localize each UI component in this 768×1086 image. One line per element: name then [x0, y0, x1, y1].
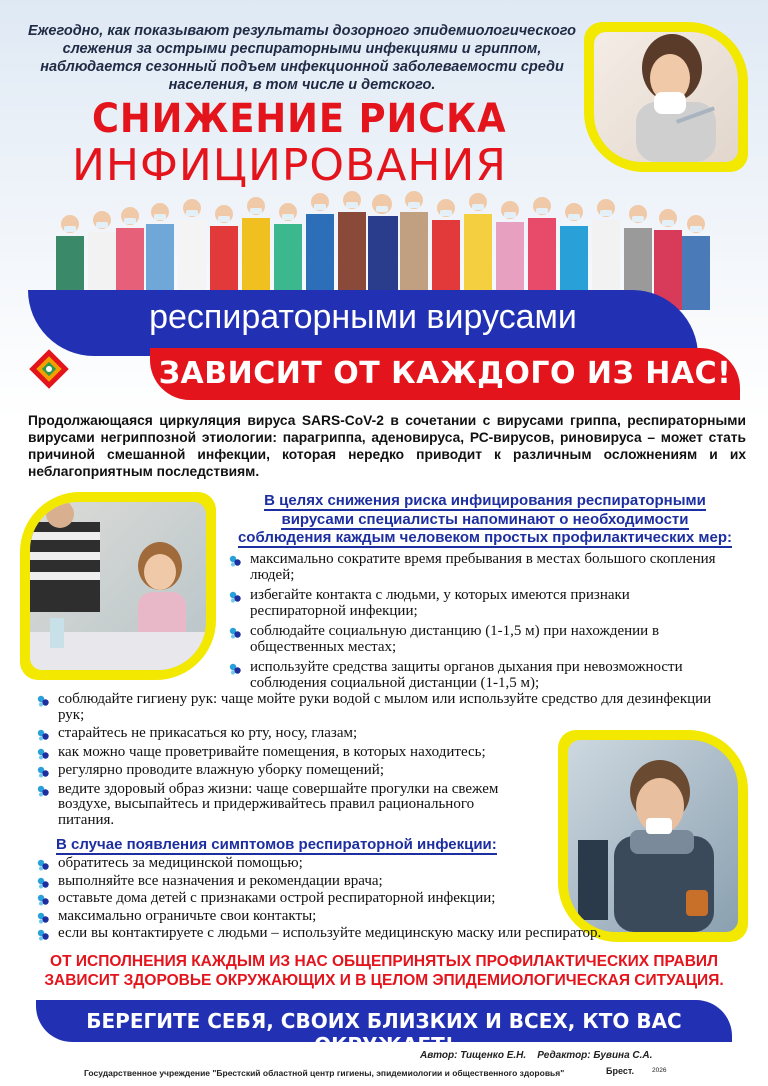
measures-top-list — [226, 552, 726, 691]
virus-bullet-icon — [228, 662, 242, 676]
list-item: избегайте контакта с людьми, у которых имеются признаки респираторной инфекции; — [226, 588, 726, 619]
banner-viruses-text: респираторными вирусами — [149, 298, 577, 336]
warning-text: ОТ ИСПОЛНЕНИЯ КАЖДЫМ ИЗ НАС ОБЩЕПРИНЯТЫХ ПРОФИЛАКТИЧЕСКИХ ПРАВИЛ ЗАВИСИТ ЗДОРОВЬЕ ОКРУЖАЮЩИХ И В ЦЕЛОМ ЭПИДЕМИОЛОГИЧЕСКАЯ СИТУАЦИЯ. — [44, 953, 724, 989]
lead-paragraph: Продолжающаяся циркуляция вируса SARS-CoV-2 в сочетании с вирусами гриппа, респираторными вирусами негриппозной этиологии: парагриппа, аденовируса, РС-вирусов, риновируса – может стать причиной смешанной инфекции, которая нередко приводит к различным осложнениям и их неблагоприятным последствиям. — [28, 413, 746, 479]
ornament-logo-icon — [26, 346, 72, 392]
list-item: максимально сократите время пребывания в местах большого скопления людей; — [226, 552, 726, 583]
symptoms-heading: В случае появления симптомов респираторной инфекции: — [56, 836, 497, 853]
virus-bullet-icon — [36, 911, 50, 925]
list-item: оставьте дома детей с признаками острой респираторной инфекции; — [34, 891, 734, 907]
measures-heading: В целях снижения риска инфицирования респираторными вирусами специалисты напоминают о необходимости соблюдения каждым человеком простых профилактических мер: — [237, 492, 733, 546]
virus-bullet-icon — [36, 928, 50, 942]
list-item: старайтесь не прикасаться ко рту, носу, глазам; — [34, 726, 734, 742]
virus-bullet-icon — [36, 694, 50, 708]
organization: Государственное учреждение "Брестский областной центр гигиены, эпидемиологии и общественного здоровья" — [84, 1068, 565, 1078]
virus-bullet-icon — [36, 747, 50, 761]
virus-bullet-icon — [36, 728, 50, 742]
intro-text: Ежегодно, как показывают результаты дозорного эпидемиологического слежения за острыми респираторными инфекциями и гриппом, наблюдается сезонный подъем инфекционной заболеваемости среди населения, в том числе и детского. — [28, 23, 576, 93]
list-item: если вы контактируете с людьми – используйте медицинскую маску или респиратор. — [34, 926, 734, 942]
list-item: соблюдайте социальную дистанцию (1-1,5 м) при нахождении в общественных местах; — [226, 624, 726, 655]
virus-bullet-icon — [36, 893, 50, 907]
virus-bullet-icon — [36, 876, 50, 890]
list-item: регулярно проводите влажную уборку помещений; — [34, 763, 734, 779]
title-line-2: ИНФИЦИРОВАНИЯ — [72, 140, 507, 191]
virus-bullet-icon — [36, 765, 50, 779]
banner-slogan-text: ЗАВИСИТ ОТ КАЖДОГО ИЗ НАС! — [158, 356, 732, 391]
closing-slogan: БЕРЕГИТЕ СЕБЯ, СВОИХ БЛИЗКИХ И ВСЕХ, КТО ВАС ОКРУЖАЕТ! — [86, 1009, 682, 1057]
symptoms-list — [34, 856, 734, 942]
list-item: используйте средства защиты органов дыхания при невозможности соблюдения социальной дистанции (1-1,5 м); — [226, 660, 726, 691]
virus-bullet-icon — [36, 858, 50, 872]
authors: Автор: Тищенко Е.Н. Редактор: Бувина С.А. — [420, 1050, 653, 1061]
city: Брест. — [606, 1066, 634, 1076]
list-item: выполняйте все назначения и рекомендации врача; — [34, 874, 734, 890]
list-item: максимально ограничьте свои контакты; — [34, 909, 734, 925]
photo-woman-frame — [584, 22, 748, 172]
year: 2026 — [652, 1067, 667, 1074]
photo-child — [30, 502, 206, 670]
virus-bullet-icon — [36, 784, 50, 798]
list-item: обратитесь за медицинской помощью; — [34, 856, 734, 872]
list-item: соблюдайте гигиену рук: чаще мойте руки водой с мылом или используйте средство для дезинфекции рук; — [34, 692, 734, 723]
photo-child-frame — [20, 492, 216, 680]
list-item: ведите здоровый образ жизни: чаще совершайте прогулки на свежем воздухе, высыпайтесь и придерживайтесь правил рационального питания. — [34, 782, 504, 829]
virus-bullet-icon — [228, 626, 242, 640]
photo-woman — [594, 32, 738, 162]
virus-bullet-icon — [228, 590, 242, 604]
virus-bullet-icon — [228, 554, 242, 568]
list-item: как можно чаще проветривайте помещения, в которых находитесь; — [34, 745, 734, 761]
title-line-1: СНИЖЕНИЕ РИСКА — [92, 96, 507, 142]
